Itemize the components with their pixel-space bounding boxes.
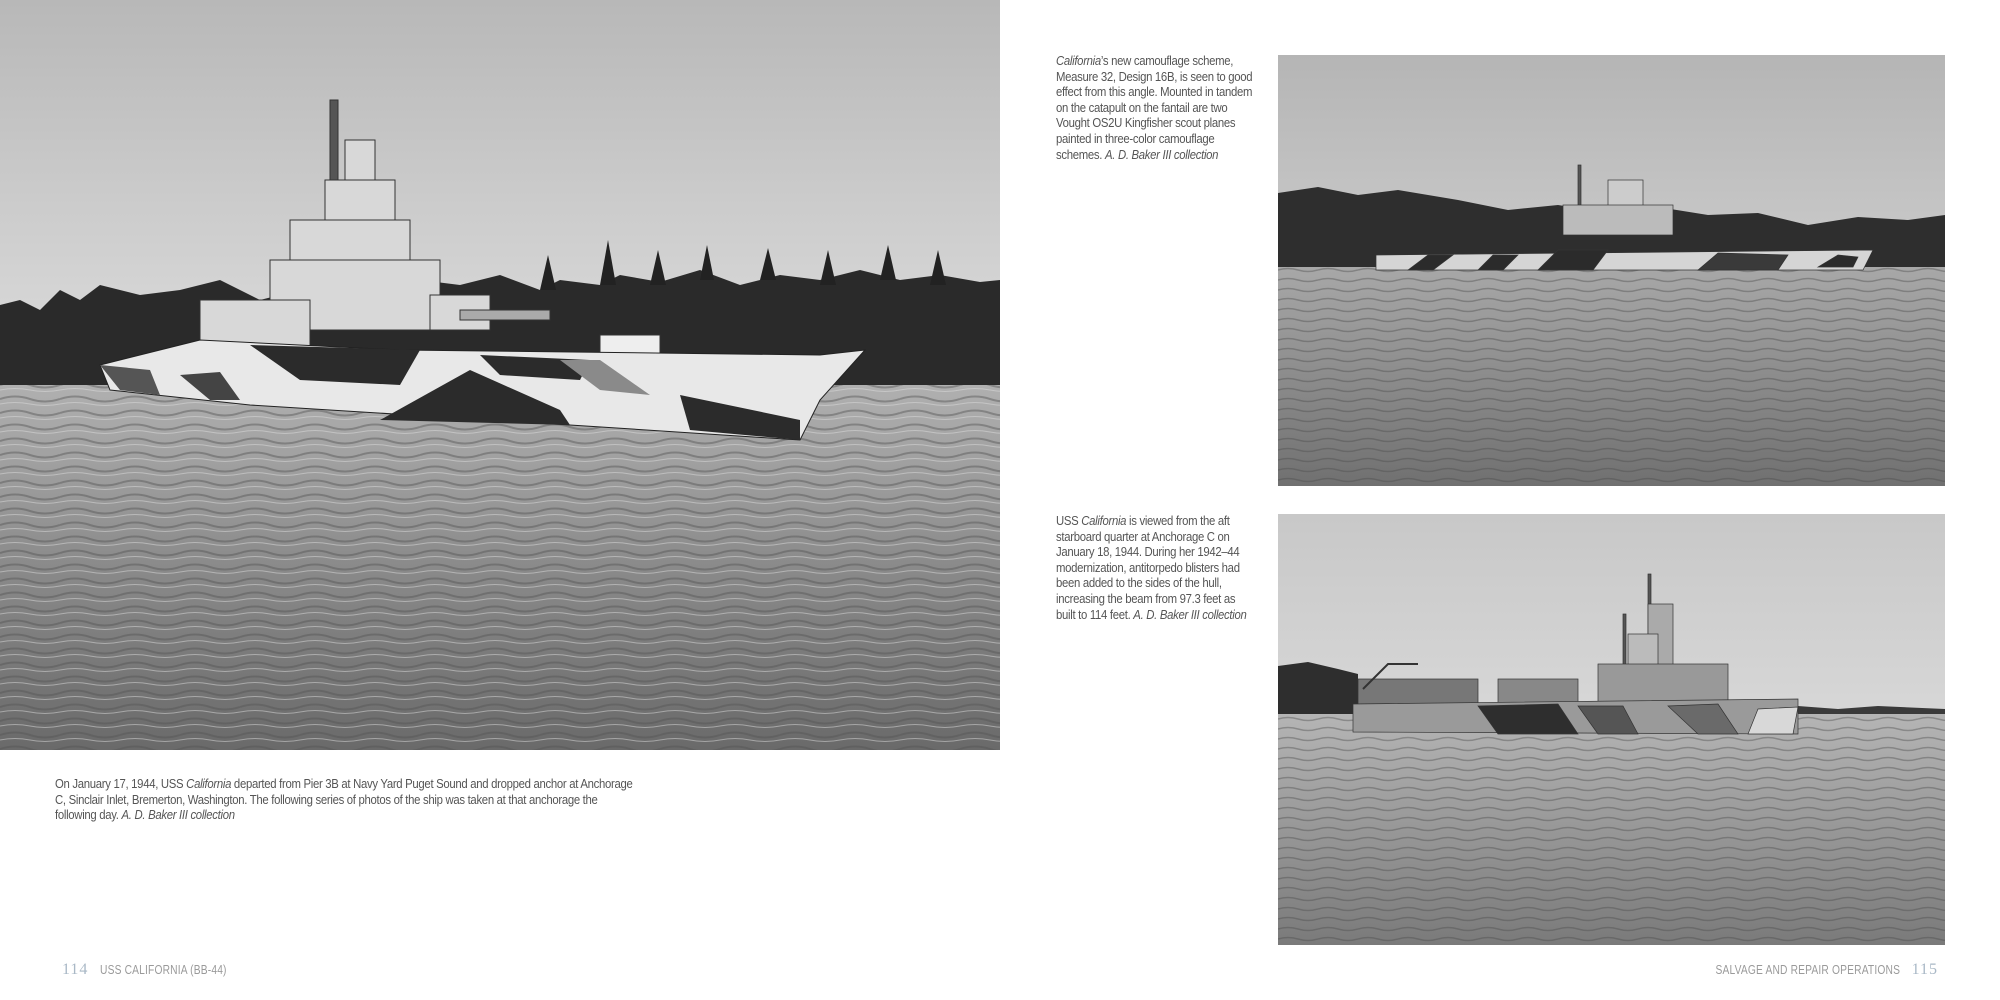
caption-text: USS xyxy=(1056,513,1082,528)
running-head: USS CALIFORNIA (BB-44) xyxy=(100,963,228,977)
folio-right xyxy=(1675,961,1938,979)
caption-text: departed from Pier 3B at Navy Yard Puget Sound and dropped anchor at Anchorage C, Sinclair Inlet, Bremerton, Washington. The following series of photos of the ship was taken at that anchorage the following day. xyxy=(55,776,633,823)
ship-name: California xyxy=(186,776,232,791)
photo-credit: A. D. Baker III collection xyxy=(1133,606,1247,622)
caption-top xyxy=(1056,53,1254,162)
page-number: 114 xyxy=(62,961,89,978)
photo-credit: A. D. Baker III collection xyxy=(121,807,235,823)
aft-quarter-photo-graphic xyxy=(1278,514,1945,945)
ship-name: California xyxy=(1081,513,1127,528)
caption-text: is viewed from the aft starboard quarter at Anchorage C on January 18, 1944. During her 1942–44 modernization, antitorpedo blisters had been added to the sides of the hull, increasing the beam from 97.3 feet as built to 114 feet. xyxy=(1056,513,1240,622)
running-head: SALVAGE AND REPAIR OPERATIONS xyxy=(1715,963,1900,977)
caption-main xyxy=(55,776,640,823)
caption-text: ’s new camouflage scheme, Measure 32, Design 16B, is seen to good effect from this angle. Mounted in tandem on the catapult on the fantail are two Vought OS2U Kingfisher scout planes painted in three-color camouflage schemes. xyxy=(1056,53,1253,162)
caption-bottom xyxy=(1056,513,1254,622)
page-number: 115 xyxy=(1911,961,1938,978)
folio-left xyxy=(62,961,255,979)
photo-aft-quarter xyxy=(1278,514,1945,945)
photo-main-battleship xyxy=(0,0,1000,750)
photo-credit: A. D. Baker III collection xyxy=(1104,146,1219,162)
ship-name: California xyxy=(1056,53,1101,68)
battleship-photo-graphic xyxy=(0,0,1000,750)
photo-broadside xyxy=(1278,55,1945,486)
caption-text: On January 17, 1944, USS xyxy=(55,776,187,791)
broadside-photo-graphic xyxy=(1278,55,1945,486)
